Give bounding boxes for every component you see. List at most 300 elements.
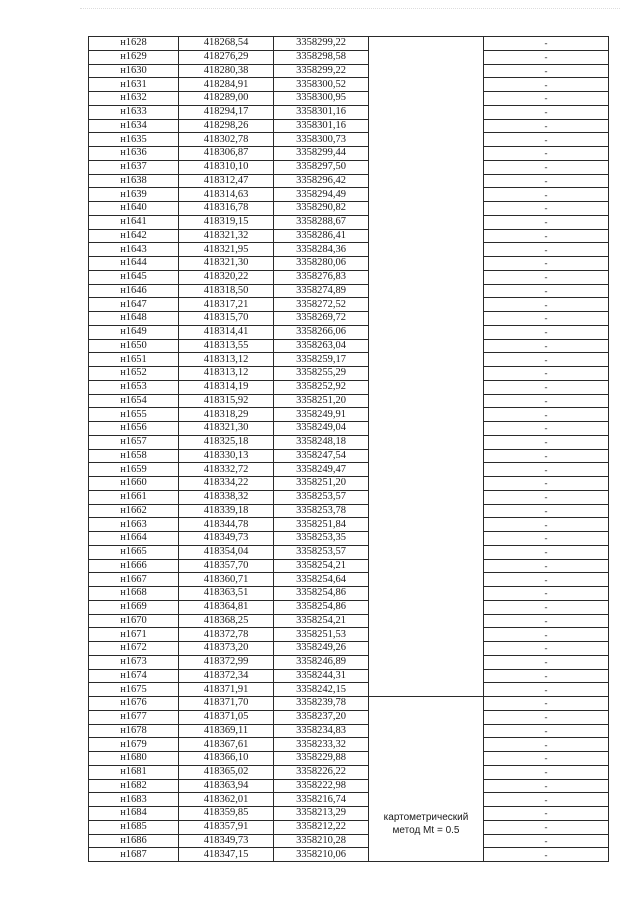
point-name-cell: н1673 <box>89 655 179 669</box>
point-name-cell: н1660 <box>89 477 179 491</box>
table-row <box>89 133 609 147</box>
description-cell: - <box>484 545 609 559</box>
point-name-cell: н1681 <box>89 765 179 779</box>
y-coordinate-cell: 3358244,31 <box>274 669 369 683</box>
table-row <box>89 435 609 449</box>
x-coordinate-cell: 418362,01 <box>179 793 274 807</box>
method-cell-group-2 <box>369 697 484 862</box>
description-cell: - <box>484 738 609 752</box>
table-row <box>89 270 609 284</box>
point-name-cell: н1683 <box>89 793 179 807</box>
x-coordinate-cell: 418313,12 <box>179 367 274 381</box>
description-cell: - <box>484 642 609 656</box>
table-row <box>89 600 609 614</box>
y-coordinate-cell: 3358274,89 <box>274 284 369 298</box>
description-cell: - <box>484 50 609 64</box>
description-cell: - <box>484 724 609 738</box>
y-coordinate-cell: 3358251,20 <box>274 394 369 408</box>
x-coordinate-cell: 418354,04 <box>179 545 274 559</box>
x-coordinate-cell: 418302,78 <box>179 133 274 147</box>
x-coordinate-cell: 418338,32 <box>179 490 274 504</box>
point-name-cell: н1656 <box>89 422 179 436</box>
description-cell: - <box>484 394 609 408</box>
x-coordinate-cell: 418319,15 <box>179 215 274 229</box>
point-name-cell: н1678 <box>89 724 179 738</box>
point-name-cell: н1659 <box>89 463 179 477</box>
table-row <box>89 37 609 51</box>
description-cell: - <box>484 504 609 518</box>
point-name-cell: н1679 <box>89 738 179 752</box>
point-name-cell: н1630 <box>89 64 179 78</box>
x-coordinate-cell: 418332,72 <box>179 463 274 477</box>
description-cell: - <box>484 435 609 449</box>
table-row <box>89 587 609 601</box>
description-cell: - <box>484 119 609 133</box>
point-name-cell: н1654 <box>89 394 179 408</box>
y-coordinate-cell: 3358253,57 <box>274 545 369 559</box>
table-row <box>89 697 609 711</box>
table-row <box>89 257 609 271</box>
description-cell: - <box>484 92 609 106</box>
description-cell: - <box>484 848 609 862</box>
description-cell: - <box>484 834 609 848</box>
point-name-cell: н1642 <box>89 229 179 243</box>
coordinates-table <box>88 36 609 862</box>
y-coordinate-cell: 3358234,83 <box>274 724 369 738</box>
y-coordinate-cell: 3358301,16 <box>274 105 369 119</box>
y-coordinate-cell: 3358284,36 <box>274 243 369 257</box>
x-coordinate-cell: 418347,15 <box>179 848 274 862</box>
x-coordinate-cell: 418314,63 <box>179 188 274 202</box>
y-coordinate-cell: 3358212,22 <box>274 820 369 834</box>
x-coordinate-cell: 418280,38 <box>179 64 274 78</box>
table-row <box>89 422 609 436</box>
table-row <box>89 518 609 532</box>
x-coordinate-cell: 418357,91 <box>179 820 274 834</box>
table-row <box>89 408 609 422</box>
table-row <box>89 160 609 174</box>
point-name-cell: н1649 <box>89 325 179 339</box>
description-cell: - <box>484 752 609 766</box>
point-name-cell: н1645 <box>89 270 179 284</box>
point-name-cell: н1674 <box>89 669 179 683</box>
point-name-cell: н1665 <box>89 545 179 559</box>
x-coordinate-cell: 418315,70 <box>179 312 274 326</box>
y-coordinate-cell: 3358247,54 <box>274 449 369 463</box>
point-name-cell: н1632 <box>89 92 179 106</box>
scan-header-artifact <box>80 8 620 15</box>
x-coordinate-cell: 418369,11 <box>179 724 274 738</box>
y-coordinate-cell: 3358216,74 <box>274 793 369 807</box>
y-coordinate-cell: 3358253,78 <box>274 504 369 518</box>
y-coordinate-cell: 3358276,83 <box>274 270 369 284</box>
table-row <box>89 807 609 821</box>
description-cell: - <box>484 628 609 642</box>
point-name-cell: н1639 <box>89 188 179 202</box>
description-cell: - <box>484 820 609 834</box>
table-row <box>89 559 609 573</box>
y-coordinate-cell: 3358290,82 <box>274 202 369 216</box>
x-coordinate-cell: 418325,18 <box>179 435 274 449</box>
table-row <box>89 229 609 243</box>
y-coordinate-cell: 3358229,88 <box>274 752 369 766</box>
x-coordinate-cell: 418298,26 <box>179 119 274 133</box>
table-row <box>89 50 609 64</box>
x-coordinate-cell: 418371,70 <box>179 697 274 711</box>
point-name-cell: н1634 <box>89 119 179 133</box>
point-name-cell: н1651 <box>89 353 179 367</box>
point-name-cell: н1677 <box>89 710 179 724</box>
table-row <box>89 710 609 724</box>
x-coordinate-cell: 418359,85 <box>179 807 274 821</box>
point-name-cell: н1682 <box>89 779 179 793</box>
x-coordinate-cell: 418357,70 <box>179 559 274 573</box>
point-name-cell: н1653 <box>89 380 179 394</box>
point-name-cell: н1661 <box>89 490 179 504</box>
x-coordinate-cell: 418344,78 <box>179 518 274 532</box>
point-name-cell: н1672 <box>89 642 179 656</box>
point-name-cell: н1667 <box>89 573 179 587</box>
table-row <box>89 394 609 408</box>
point-name-cell: н1647 <box>89 298 179 312</box>
x-coordinate-cell: 418316,78 <box>179 202 274 216</box>
point-name-cell: н1644 <box>89 257 179 271</box>
table-row <box>89 78 609 92</box>
x-coordinate-cell: 418360,71 <box>179 573 274 587</box>
point-name-cell: н1638 <box>89 174 179 188</box>
x-coordinate-cell: 418317,21 <box>179 298 274 312</box>
y-coordinate-cell: 3358254,21 <box>274 614 369 628</box>
table-row <box>89 490 609 504</box>
description-cell: - <box>484 614 609 628</box>
table-row <box>89 105 609 119</box>
description-cell: - <box>484 408 609 422</box>
point-name-cell: н1655 <box>89 408 179 422</box>
x-coordinate-cell: 418313,55 <box>179 339 274 353</box>
description-cell: - <box>484 325 609 339</box>
table-row <box>89 325 609 339</box>
y-coordinate-cell: 3358288,67 <box>274 215 369 229</box>
point-name-cell: н1671 <box>89 628 179 642</box>
point-name-cell: н1666 <box>89 559 179 573</box>
y-coordinate-cell: 3358301,16 <box>274 119 369 133</box>
table-row <box>89 147 609 161</box>
y-coordinate-cell: 3358210,06 <box>274 848 369 862</box>
table-row <box>89 477 609 491</box>
x-coordinate-cell: 418363,51 <box>179 587 274 601</box>
table-row <box>89 202 609 216</box>
description-cell: - <box>484 188 609 202</box>
y-coordinate-cell: 3358300,73 <box>274 133 369 147</box>
x-coordinate-cell: 418366,10 <box>179 752 274 766</box>
table-row <box>89 779 609 793</box>
y-coordinate-cell: 3358213,29 <box>274 807 369 821</box>
y-coordinate-cell: 3358280,06 <box>274 257 369 271</box>
point-name-cell: н1680 <box>89 752 179 766</box>
description-cell: - <box>484 339 609 353</box>
table-row <box>89 380 609 394</box>
table-row <box>89 628 609 642</box>
table-row <box>89 463 609 477</box>
x-coordinate-cell: 418318,50 <box>179 284 274 298</box>
y-coordinate-cell: 3358249,47 <box>274 463 369 477</box>
point-name-cell: н1631 <box>89 78 179 92</box>
y-coordinate-cell: 3358222,98 <box>274 779 369 793</box>
description-cell: - <box>484 380 609 394</box>
point-name-cell: н1687 <box>89 848 179 862</box>
description-cell: - <box>484 215 609 229</box>
description-cell: - <box>484 229 609 243</box>
y-coordinate-cell: 3358259,17 <box>274 353 369 367</box>
point-name-cell: н1636 <box>89 147 179 161</box>
description-cell: - <box>484 518 609 532</box>
table-row <box>89 683 609 697</box>
y-coordinate-cell: 3358299,22 <box>274 37 369 51</box>
x-coordinate-cell: 418318,29 <box>179 408 274 422</box>
description-cell: - <box>484 449 609 463</box>
point-name-cell: н1670 <box>89 614 179 628</box>
description-cell: - <box>484 78 609 92</box>
description-cell: - <box>484 807 609 821</box>
point-name-cell: н1668 <box>89 587 179 601</box>
x-coordinate-cell: 418363,94 <box>179 779 274 793</box>
description-cell: - <box>484 463 609 477</box>
point-name-cell: н1643 <box>89 243 179 257</box>
x-coordinate-cell: 418372,34 <box>179 669 274 683</box>
table-row <box>89 738 609 752</box>
description-cell: - <box>484 160 609 174</box>
point-name-cell: н1685 <box>89 820 179 834</box>
y-coordinate-cell: 3358253,35 <box>274 532 369 546</box>
y-coordinate-cell: 3358297,50 <box>274 160 369 174</box>
point-name-cell: н1633 <box>89 105 179 119</box>
table-row <box>89 188 609 202</box>
y-coordinate-cell: 3358251,20 <box>274 477 369 491</box>
x-coordinate-cell: 418289,00 <box>179 92 274 106</box>
y-coordinate-cell: 3358300,95 <box>274 92 369 106</box>
y-coordinate-cell: 3358246,89 <box>274 655 369 669</box>
y-coordinate-cell: 3358263,04 <box>274 339 369 353</box>
x-coordinate-cell: 418339,18 <box>179 504 274 518</box>
table-row <box>89 752 609 766</box>
table-row <box>89 504 609 518</box>
table-row <box>89 119 609 133</box>
description-cell: - <box>484 710 609 724</box>
x-coordinate-cell: 418306,87 <box>179 147 274 161</box>
method-cell-group-1 <box>369 37 484 697</box>
y-coordinate-cell: 3358294,49 <box>274 188 369 202</box>
point-name-cell: н1652 <box>89 367 179 381</box>
y-coordinate-cell: 3358299,22 <box>274 64 369 78</box>
y-coordinate-cell: 3358286,41 <box>274 229 369 243</box>
table-row <box>89 724 609 738</box>
y-coordinate-cell: 3358242,15 <box>274 683 369 697</box>
y-coordinate-cell: 3358248,18 <box>274 435 369 449</box>
point-name-cell: н1669 <box>89 600 179 614</box>
y-coordinate-cell: 3358249,04 <box>274 422 369 436</box>
table-row <box>89 820 609 834</box>
point-name-cell: н1662 <box>89 504 179 518</box>
description-cell: - <box>484 779 609 793</box>
description-cell: - <box>484 559 609 573</box>
x-coordinate-cell: 418294,17 <box>179 105 274 119</box>
point-name-cell: н1629 <box>89 50 179 64</box>
x-coordinate-cell: 418321,32 <box>179 229 274 243</box>
table-row <box>89 174 609 188</box>
description-cell: - <box>484 174 609 188</box>
table-row <box>89 64 609 78</box>
point-name-cell: н1637 <box>89 160 179 174</box>
table-row <box>89 367 609 381</box>
y-coordinate-cell: 3358254,86 <box>274 587 369 601</box>
table-row <box>89 614 609 628</box>
method-accuracy: метод Mt = 0.5 <box>392 825 460 836</box>
point-name-cell: н1658 <box>89 449 179 463</box>
y-coordinate-cell: 3358300,52 <box>274 78 369 92</box>
table-row <box>89 545 609 559</box>
x-coordinate-cell: 418334,22 <box>179 477 274 491</box>
point-name-cell: н1641 <box>89 215 179 229</box>
x-coordinate-cell: 418372,78 <box>179 628 274 642</box>
x-coordinate-cell: 418284,91 <box>179 78 274 92</box>
x-coordinate-cell: 418314,41 <box>179 325 274 339</box>
x-coordinate-cell: 418364,81 <box>179 600 274 614</box>
y-coordinate-cell: 3358249,26 <box>274 642 369 656</box>
table-row <box>89 298 609 312</box>
x-coordinate-cell: 418349,73 <box>179 834 274 848</box>
description-cell: - <box>484 257 609 271</box>
table-row <box>89 339 609 353</box>
x-coordinate-cell: 418321,30 <box>179 422 274 436</box>
table-row <box>89 573 609 587</box>
description-cell: - <box>484 243 609 257</box>
description-cell: - <box>484 133 609 147</box>
point-name-cell: н1676 <box>89 697 179 711</box>
description-cell: - <box>484 37 609 51</box>
description-cell: - <box>484 284 609 298</box>
y-coordinate-cell: 3358266,06 <box>274 325 369 339</box>
method-name: картометрический <box>383 812 469 823</box>
description-cell: - <box>484 353 609 367</box>
point-name-cell: н1635 <box>89 133 179 147</box>
y-coordinate-cell: 3358249,91 <box>274 408 369 422</box>
y-coordinate-cell: 3358269,72 <box>274 312 369 326</box>
description-cell: - <box>484 587 609 601</box>
table-row <box>89 655 609 669</box>
point-name-cell: н1686 <box>89 834 179 848</box>
point-name-cell: н1675 <box>89 683 179 697</box>
point-name-cell: н1657 <box>89 435 179 449</box>
table-row <box>89 92 609 106</box>
table-row <box>89 669 609 683</box>
description-cell: - <box>484 422 609 436</box>
description-cell: - <box>484 312 609 326</box>
description-cell: - <box>484 490 609 504</box>
x-coordinate-cell: 418365,02 <box>179 765 274 779</box>
x-coordinate-cell: 418371,91 <box>179 683 274 697</box>
description-cell: - <box>484 477 609 491</box>
x-coordinate-cell: 418320,22 <box>179 270 274 284</box>
x-coordinate-cell: 418268,54 <box>179 37 274 51</box>
x-coordinate-cell: 418314,19 <box>179 380 274 394</box>
y-coordinate-cell: 3358210,28 <box>274 834 369 848</box>
description-cell: - <box>484 793 609 807</box>
table-row <box>89 532 609 546</box>
description-cell: - <box>484 532 609 546</box>
point-name-cell: н1650 <box>89 339 179 353</box>
y-coordinate-cell: 3358254,21 <box>274 559 369 573</box>
y-coordinate-cell: 3358254,86 <box>274 600 369 614</box>
description-cell: - <box>484 573 609 587</box>
table-row <box>89 215 609 229</box>
description-cell: - <box>484 147 609 161</box>
y-coordinate-cell: 3358251,53 <box>274 628 369 642</box>
y-coordinate-cell: 3358226,22 <box>274 765 369 779</box>
y-coordinate-cell: 3358233,32 <box>274 738 369 752</box>
description-cell: - <box>484 270 609 284</box>
y-coordinate-cell: 3358272,52 <box>274 298 369 312</box>
table-row <box>89 793 609 807</box>
point-name-cell: н1648 <box>89 312 179 326</box>
y-coordinate-cell: 3358252,92 <box>274 380 369 394</box>
x-coordinate-cell: 418321,95 <box>179 243 274 257</box>
table-row <box>89 243 609 257</box>
description-cell: - <box>484 683 609 697</box>
description-cell: - <box>484 669 609 683</box>
description-cell: - <box>484 600 609 614</box>
x-coordinate-cell: 418315,92 <box>179 394 274 408</box>
table-row <box>89 848 609 862</box>
table-row <box>89 834 609 848</box>
y-coordinate-cell: 3358298,58 <box>274 50 369 64</box>
x-coordinate-cell: 418330,13 <box>179 449 274 463</box>
x-coordinate-cell: 418372,99 <box>179 655 274 669</box>
description-cell: - <box>484 64 609 78</box>
table-row <box>89 449 609 463</box>
coordinates-table-body <box>89 37 609 862</box>
x-coordinate-cell: 418371,05 <box>179 710 274 724</box>
table-row <box>89 284 609 298</box>
table-row <box>89 312 609 326</box>
point-name-cell: н1628 <box>89 37 179 51</box>
point-name-cell: н1646 <box>89 284 179 298</box>
y-coordinate-cell: 3358296,42 <box>274 174 369 188</box>
description-cell: - <box>484 697 609 711</box>
x-coordinate-cell: 418367,61 <box>179 738 274 752</box>
x-coordinate-cell: 418373,20 <box>179 642 274 656</box>
point-name-cell: н1684 <box>89 807 179 821</box>
x-coordinate-cell: 418312,47 <box>179 174 274 188</box>
x-coordinate-cell: 418276,29 <box>179 50 274 64</box>
x-coordinate-cell: 418310,10 <box>179 160 274 174</box>
y-coordinate-cell: 3358237,20 <box>274 710 369 724</box>
x-coordinate-cell: 418349,73 <box>179 532 274 546</box>
y-coordinate-cell: 3358255,29 <box>274 367 369 381</box>
table-row <box>89 765 609 779</box>
y-coordinate-cell: 3358251,84 <box>274 518 369 532</box>
point-name-cell: н1663 <box>89 518 179 532</box>
x-coordinate-cell: 418368,25 <box>179 614 274 628</box>
x-coordinate-cell: 418313,12 <box>179 353 274 367</box>
y-coordinate-cell: 3358254,64 <box>274 573 369 587</box>
point-name-cell: н1664 <box>89 532 179 546</box>
description-cell: - <box>484 367 609 381</box>
y-coordinate-cell: 3358239,78 <box>274 697 369 711</box>
table-row <box>89 642 609 656</box>
description-cell: - <box>484 202 609 216</box>
table-row <box>89 353 609 367</box>
description-cell: - <box>484 105 609 119</box>
